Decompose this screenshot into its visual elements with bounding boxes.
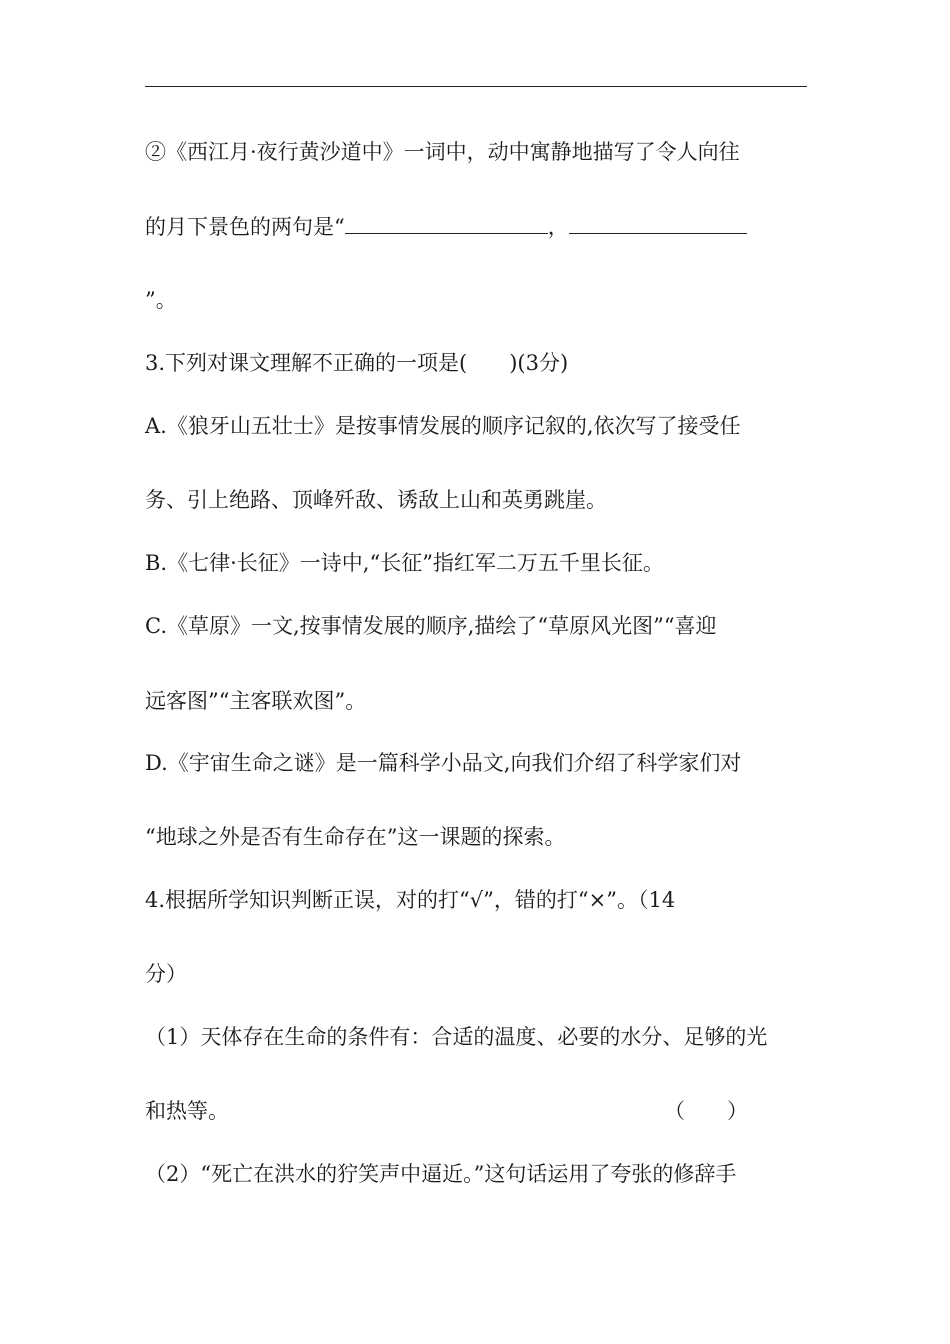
header-rule: [145, 86, 807, 87]
q3-option-c-line2: 远客图”“主客联欢图”。: [145, 689, 367, 713]
q3-option-d-line2: “地球之外是否有生命存在”这一课题的探索。: [145, 825, 566, 849]
q3-option-c-line1: C.《草原》一文,按事情发展的顺序,描绘了“草原风光图”“喜迎: [145, 614, 717, 638]
q3-question: 3.下列对课文理解不正确的一项是( )(3分): [145, 351, 569, 375]
q4-question-line2: 分）: [145, 962, 187, 986]
q2-item2-line2-prefix: 的月下景色的两句是“: [145, 215, 345, 239]
q3-option-a-line1: A.《狼牙山五壮士》是按事情发展的顺序记叙的,依次写了接受任: [145, 414, 741, 438]
q2-item2-line3: ”。: [145, 288, 177, 312]
q3-option-a-line2: 务、引上绝路、顶峰歼敌、诱敌上山和英勇跳崖。: [145, 488, 607, 512]
q3-option-b: B.《七律·长征》一诗中,“长征”指红军二万五千里长征。: [145, 551, 664, 575]
answer-blank-2[interactable]: [569, 213, 747, 234]
q4-question-line1: 4.根据所学知识判断正误，对的打“√”，错的打“×”。（14: [145, 888, 676, 912]
q3-option-d-line1: D.《宇宙生命之谜》是一篇科学小品文,向我们介绍了科学家们对: [145, 751, 742, 775]
q4-item1-line2: 和热等。: [145, 1099, 229, 1123]
q4-item1-line1: （1）天体存在生命的条件有：合适的温度、必要的水分、足够的光: [145, 1025, 768, 1049]
q2-item2-line1: ②《西江月·夜行黄沙道中》一词中，动中寓静地描写了令人向往: [145, 140, 740, 164]
q4-item2-line1: （2）“死亡在洪水的狞笑声中逼近。”这句话运用了夸张的修辞手: [145, 1162, 737, 1186]
answer-blank-1[interactable]: [345, 213, 548, 234]
q4-item1-answer-paren[interactable]: （ ）: [664, 1099, 748, 1123]
q2-item2-line2-comma: ，: [547, 215, 569, 239]
q2-item2-line2: [145, 212, 747, 242]
